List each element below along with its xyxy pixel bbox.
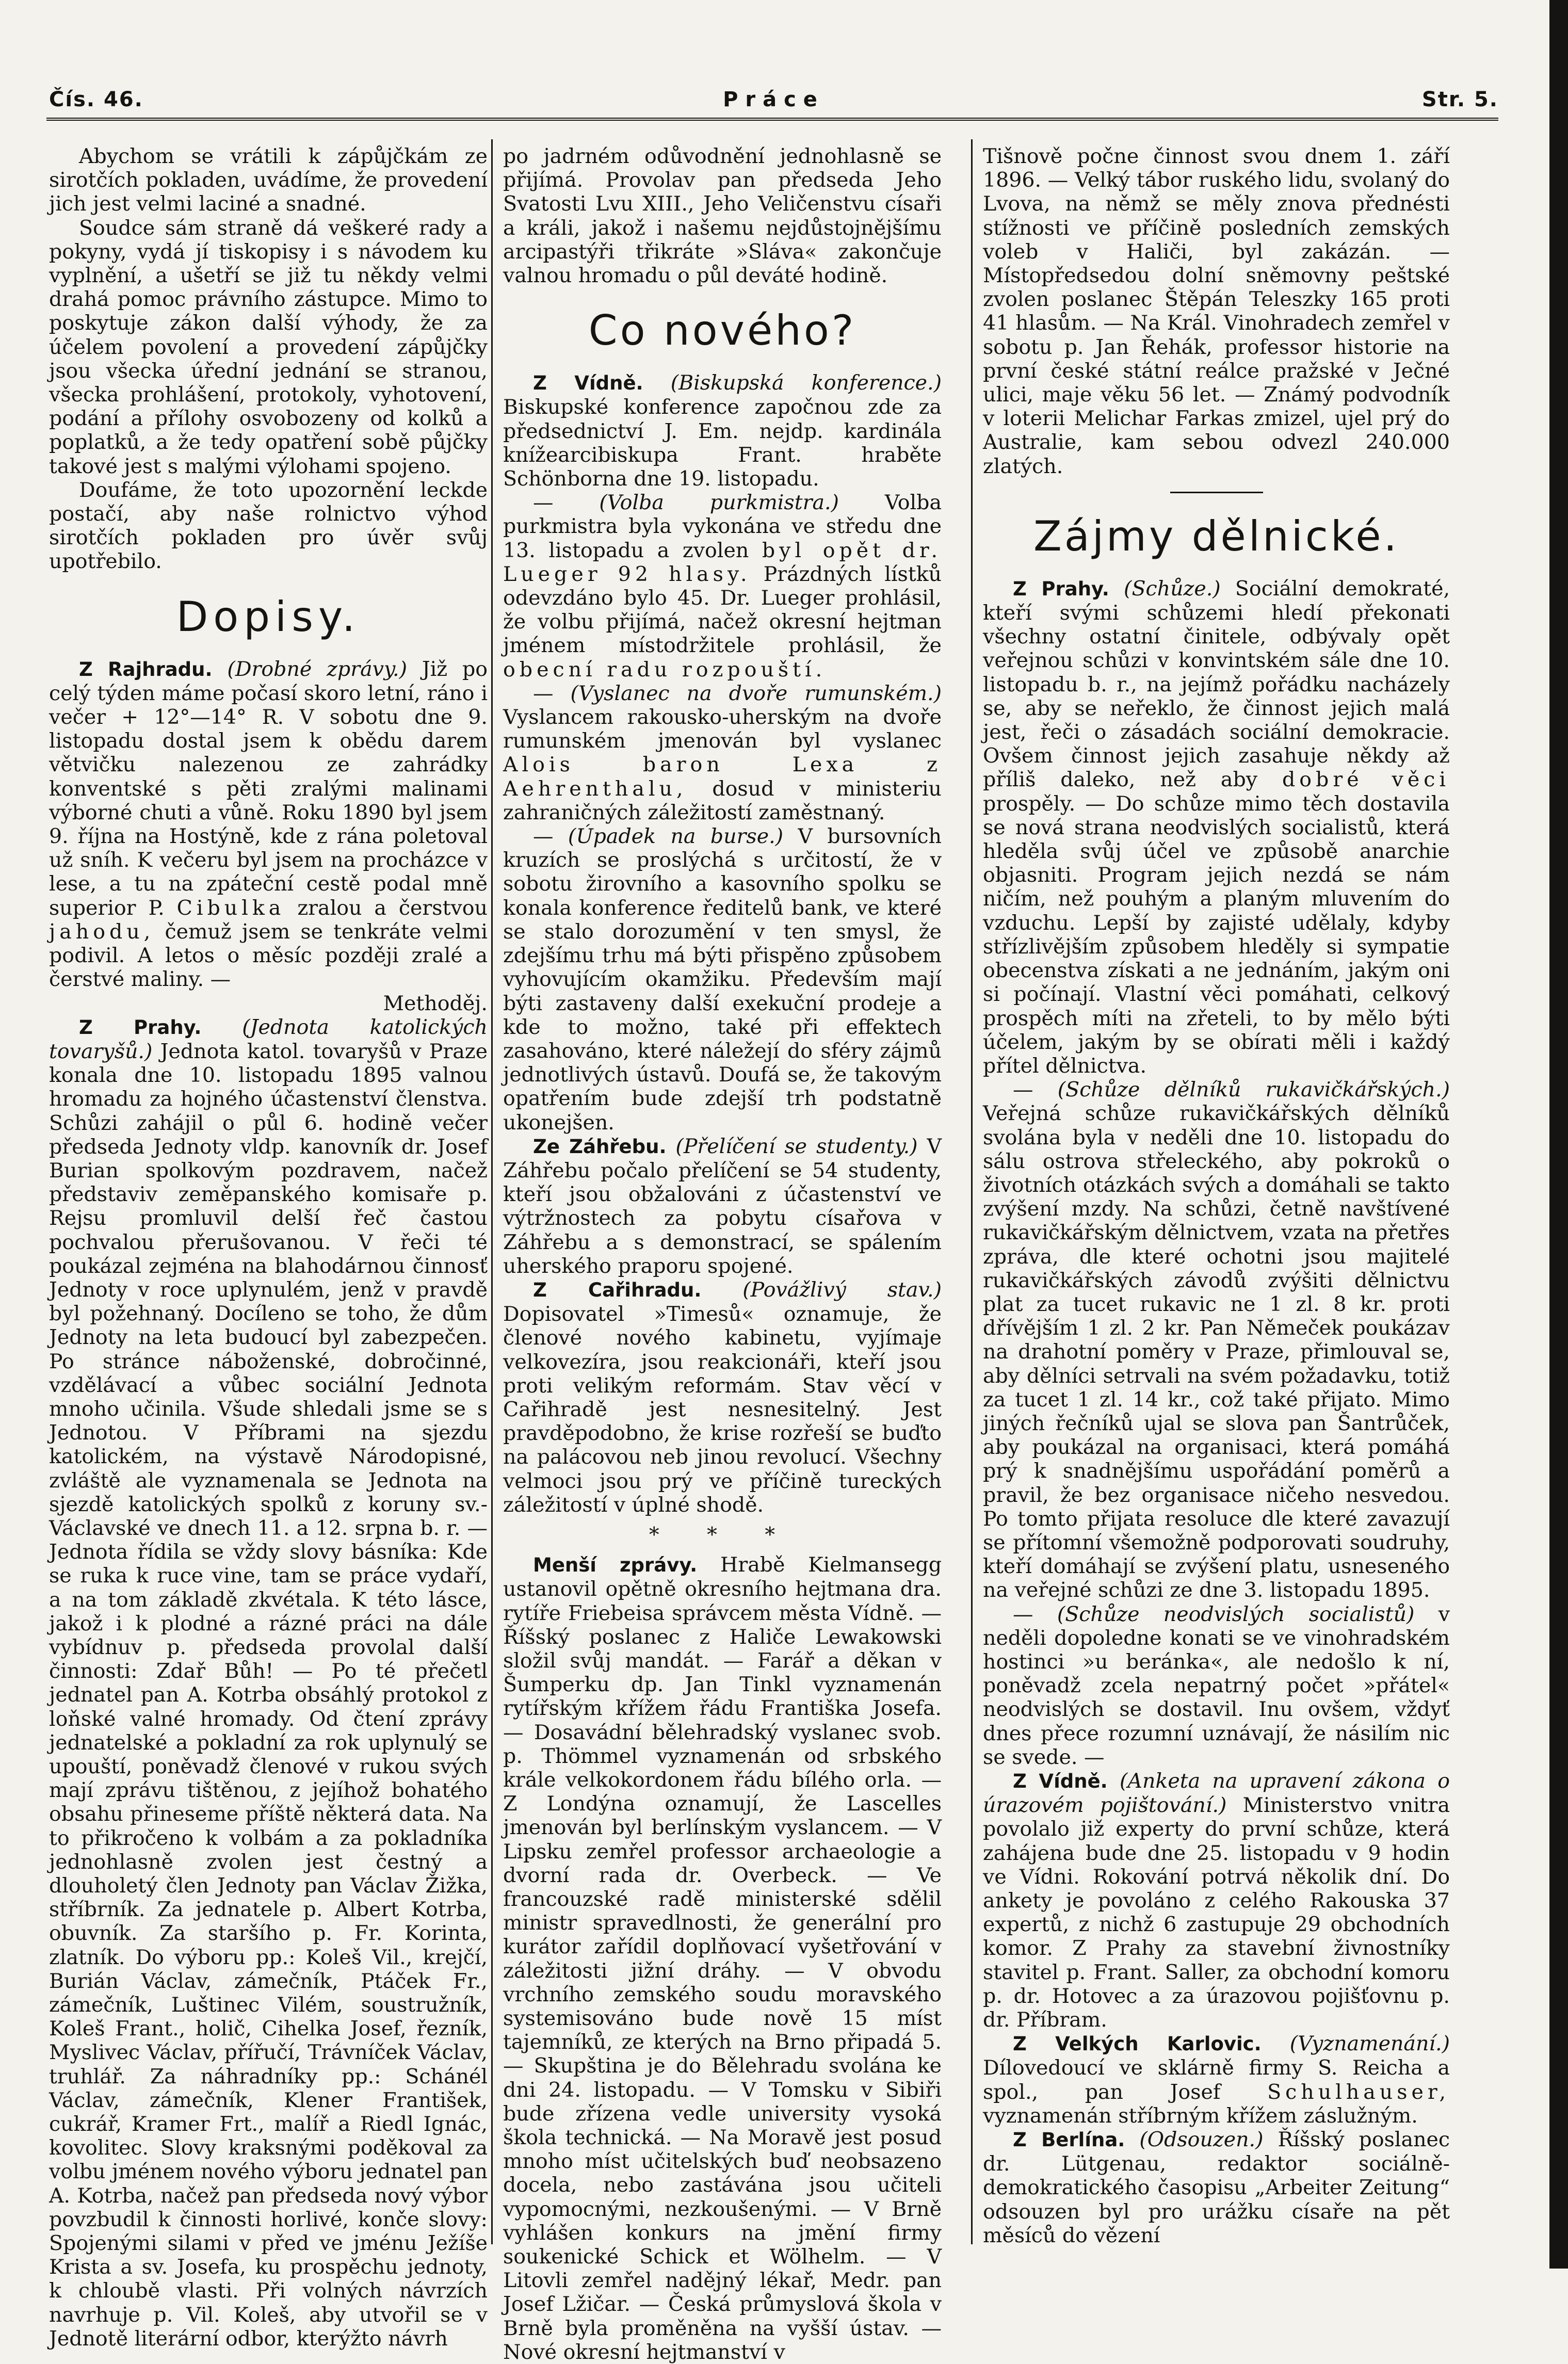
paragraph: Tišnově počne činnost svou dnem 1. září 1896. — Velký tábor ruského lidu, svolaný do Lvova, na němž se měly znova přednésti stížnosti ve příčině posledních zemských voleb v Haliči, byl zakázán. — Místopředsedou dolní sněmovny peštské zvolen poslanec Štěpán Teleszky 165 proti 41 hlasům. — Na Král. Vinohradech zemřel v sobotu p. Jan Řehák, professor historie na první české státní reálce pražské v Ječné ulici, maje věku 56 let. — Známý podvodník v loterii Melichar Farkas zmizel, ujel prý do Australie, kam sebou odvezl 240.000 zlatých.	[983, 144, 1450, 478]
article-text: V bursovních kruzích se proslýchá s určitostí, že v sobotu žirovního a kasovního spolku se konala konference ředitelů bank, ve které se stalo dorozumění v ten smysl, že zdejšímu trhu má býti přispěno způsobem vyhovujícím okamžiku. Především mají býti zastaveny další exekuční prodeje a kde to možno, také při effektech zasahováno, které náležejí do sféry zájmů jednotlivých ústavů. Doufá se, že takovým opatřením bude zdejší trh podstatně ukonejšen.	[503, 824, 942, 1135]
article-text: Dopisovatel »Timesů« oznamuje, že členové nového kabinetu, vyjímaje velkovezíra, jsou reakcionáři, kteří jsou proti velikým reformám. Stav věcí v Cařihradě jest nesnesitelný. Jest pravděpodobno, že krise rozřeší se buďto na palácovou neb jinou revolucí. Všechny velmoci jsou prý ve příčině tureckých záležitostí v úplné shodě.	[503, 1302, 942, 1517]
section-separator-stars: * * *	[649, 1523, 796, 1547]
header-rule	[46, 118, 1498, 121]
spaced-text: obecní radu rozpouští.	[503, 657, 827, 682]
article-subtitle: (Schůze neodvislých socialistů)	[1057, 1602, 1415, 1626]
article-place: Z Vídně.	[533, 372, 643, 395]
article-text: v neděli dopoledne konati se ve vinohradském hostinci »u beránka«, ale nedošlo k ní, poněvadž zcela nepatrný počet »přátel« neodvislých se dostavil. Inu ovšem, vždyť dnes přece rozumní uznávají, že násilím nic se svede. —	[983, 1602, 1450, 1769]
paragraph: Soudce sám straně dá veškeré rady a pokyny, vydá jí tiskopisy i s návodem ku vyplnění, a ušetří se již tu někdy velmi drahá pomoc právního zástupce. Mimo to poskytuje zákon další výhody, že za účelem povolení a provedení zápůjčky jsou všecka úřední jednání se stranou, všecka prohlášení, protokoly, vyhotovení, podání a přílohy osvobozeny od kolků a poplatků, a že tedy opatření sobě půjčky takové jest s malými výlohami spojeno.	[49, 216, 488, 478]
article-subtitle: (Jednota katolických tovaryšů.)	[49, 1015, 488, 1063]
article-place: Z Berlína.	[1013, 2129, 1125, 2151]
article-subtitle: (Volba purkmistra.)	[599, 491, 839, 515]
newspaper-title: Práce	[723, 88, 825, 111]
spaced-text: byl opět dr. Lueger 92 hlasy.	[503, 538, 942, 586]
column-rule	[491, 139, 493, 2244]
page-header	[49, 83, 1498, 119]
article-subtitle: (Biskupská konference.)	[670, 371, 942, 395]
article-subtitle: (Drobné zprávy.)	[227, 657, 407, 681]
article-viden-anketa	[983, 1769, 1450, 2032]
column-rule	[971, 139, 973, 2244]
article-rukavickari	[983, 1078, 1450, 1602]
article-subtitle: (Odsouzen.)	[1139, 2128, 1264, 2152]
article-text: Veřejná schůze rukavičkářských dělníků svolána byla v neděli dne 10. listopadu do sálu ostrova střeleckého, aby pokroků o životních otázkách svých a domáhali se takto zvýšení mzdy. Na schůzi, četně navštívené rukavičkářským dělnictvem, vzata na přetřes zpráva, dle které ochotni jsou majitelé rukavičkářských závodů zvýšiti dělnictvu plat za tucet rukavic ne 1 zl. 8 kr. proti dřívějším 1 zl. 2 kr. Pan Němeček poukázav na drahotní poměry v Praze, přimlouval se, aby dělníci setrvali na svém požadavku, totiž za tucet 1 zl. 14 kr., což také přijato. Mimo jiných řečníků ujal se slova pan Šantrůček, aby poukázal na organisaci, která pomáhá prý k snadnějšímu uspořádání poměrů a pravil, že bez organisace ničeho nesvedou. Po tomto přijata resoluce dle které zavazují se přítomní všemožně podporovati soudruhy, kteří domáhají se zvýšení platu, usneseného na veřejné schůzi ze dne 3. listopadu 1895.	[983, 1102, 1450, 1602]
dash: —	[1013, 1602, 1057, 1626]
column-2	[503, 144, 942, 2364]
section-heading-dopisy: Dopisy.	[176, 592, 361, 641]
article-text: Sociální demokraté, kteří svými schůzemi hledí překonati všechny ostatní činitele, odbývaly opět veřejnou schůzi v konvintském sále dne 10. listopadu b. r., na jejímž pořádku nacházely se, aby se neřeklo, že činnost jejich malá jest, řeči o zásadách sociální demokracie. Ovšem činnost jejich zasahuje někdy až příliš daleko, než aby	[983, 576, 1450, 792]
section-heading-zajmy-delnicke: Zájmy dělnické.	[1033, 512, 1400, 560]
paragraph: po jadrném odůvodnění jednohlasně se přijímá. Provolav pan předseda Jeho Svatosti Lvu XIII., Jeho Veličenstvu císaři a králi, jakož i našemu nejdůstojnějšímu arcipastýři třikráte »Sláva« zakončuje valnou hromadu o půl deváté hodině.	[503, 144, 942, 288]
short-rule	[1170, 492, 1263, 493]
article-text: Jednota katol. tovaryšů v Praze konala dne 10. listopadu 1895 valnou hromadu za hojného účastenství členstva. Schůzi zahájil o půl 6. hodině večer předseda Jednoty vldp. kanovník dr. Josef Burian spolkovým pozdravem, načež představiv zeměpanského komisaře p. Rejsu promluvil delší řeč častou pochvalou přerušovanou. V řeči té poukázal zejména na blahodárnou činnosť Jednoty v roce uplynulém, jenž v pravdě byl požehnaný. Docíleno se toho, že dům Jednoty na leta budoucí byl zabezpečen. Po stránce náboženské, dobročinné, vzdělávací a vůbec sociální Jednota mnoho učinila. Všude shledali jsme se s Jednotou. V Příbrami na sjezdu katolickém, na výstavě Národopisné, zvláště ale vyznamenala se Jednota na sjezdě katolických spolků z koruny sv.-Václavské ve dnech 11. a 12. srpna b. r. — Jednota řídila se vždy slovy básníka: Kde se ruka k ruce vine, tam se práce vydaří, a na tom základě zkvétala. K této lásce, jakož i k plodné a rázné práci na dále vybídnuv p. předseda provolal další činnosti: Zdař Bůh! — Po té přečetl jednatel pan A. Kotrba obsáhlý protokol z loňské valné hromady. Od čtení zprávy jednatelské a pokladní za rok uplynulý se upouští, poněvadž členové v rukou svých mají zprávu tištěnou, z jejíhož bohatého obsahu přineseme příště některá data. Na to přikročeno k volbám a za pokladníka jednohlasně zvolen jest čestný a dlouholetý člen Jednoty pan Václav Žižka, stříbrník. Za jednatele p. Albert Kotrba, obuvník. Za staršího p. Fr. Korinta, zlatník. Do výboru pp.: Koleš Vil., krejčí, Burián Václav, zámečník, Ptáček Fr., zámečník, Luštinec Vilém, soustružník, Koleš Frant., holič, Cihelka Josef, řezník, Myslivec Václav, přířučí, Trávníček Václav, truhlář. Za náhradníky pp.: Schánél Václav, zámečník, Klener František, cukrář, Kramer Frt., malíř a Riedl Ignác, kovolitec. Slovy kraksnými poděkoval za volbu jménem nového výboru jednatel pan A. Kotrba, načež pan předseda nový výbor povzbudil k činnosti horlivé, konče slovy: Spojenými silami v před ve jménu Ježíše Krista a sv. Josefa, ku prospěchu jednoty, k chloubě vlasti. Při volných návrzích navrhuje p. Vil. Koleš, aby utvořil se v Jednotě literární odbor, kterýžto návrh	[49, 1039, 488, 2351]
article-text: Říšský poslanec dr. Lütgenau, redaktor sociálně-demokratického časopisu „Arbeiter Zeitung“ odsouzen byl pro urážku císaře na pět měsíců do vězení	[983, 2128, 1450, 2247]
dash: —	[533, 681, 571, 705]
article-vyslanec	[503, 682, 942, 824]
article-berlin	[983, 2128, 1450, 2247]
article-subtitle: (Úpadek na burse.)	[568, 824, 784, 849]
article-viden-konference	[503, 371, 942, 491]
article-place: Z Prahy.	[1013, 577, 1109, 600]
article-neodvisli	[983, 1602, 1450, 1769]
article-text: Již po celý týden máme počasí skoro letní, ráno i večer + 12°—14° R. V sobotu dne 9. listopadu dostal jsem k obědu darem větvičku nalezenou ze zahrádky konventské s pěti zralými malinami výborné chuti a vůně. Roku 1890 byl jsem 9. října na Hostýně, kde z rána poletoval už sníh. K večeru byl jsem na procházce v lese, a tu na zpáteční cestě podal mně superior P.	[49, 657, 488, 920]
column-3	[983, 144, 1450, 2247]
article-volba	[503, 491, 942, 682]
article-subtitle: (Anketa na upravení zákona o úrazovém pojištování.)	[983, 1769, 1450, 1818]
article-karlovice	[983, 2032, 1450, 2128]
article-text: Volba purkmistra byla vykonána ve středu dne 13. listopadu a zvolen	[503, 491, 942, 562]
article-text: vyznamenán stříbrným křížem záslužným.	[983, 2103, 1418, 2128]
article-text: V Záhřebu počalo přelíčení se 54 studenty, kteří jsou obžalováni z účastenství ve výtržnostech za pobytu císařova v Záhřebu a s demonstrací, se spálením uherského praporu spojené.	[503, 1134, 942, 1278]
column-1	[49, 144, 488, 2351]
article-place: Z Prahy.	[79, 1016, 202, 1039]
article-place: Z Velkých Karlovic.	[1013, 2033, 1262, 2055]
article-upadek	[503, 824, 942, 1135]
article-mensi-zpravy	[503, 1553, 942, 2364]
paragraph: Doufáme, že toto upozornění leckde postačí, aby naše rolnictvo výhod sirotčích pokladen pro úvěr svůj upotřebilo.	[49, 478, 488, 574]
spaced-name: Schulhauser,	[1267, 2080, 1450, 2104]
article-zahreb	[503, 1135, 942, 1278]
article-text: Ministerstvo vnitra povolalo již experty do první schůze, která zahájena bude dne 25. listopadu v 9 hodin ve Vídni. Rokování potrvá několik dní. Do ankety je povoláno z celého Rakouska 37 expertů, z nichž 6 zastupuje 29 obchodních komor. Z Prahy za stavební živnostníky stavitel p. Frant. Saller, za obchodní komoru p. dr. Hotovec a za úrazovou pojišťovnu p. dr. Příbram.	[983, 1793, 1450, 2032]
dash: —	[1013, 1078, 1058, 1102]
article-subtitle: (Přelíčení se studenty.)	[675, 1134, 918, 1158]
dash: —	[533, 824, 568, 849]
article-place: Z Cařihradu.	[533, 1278, 702, 1301]
article-signature: Methoděj.	[383, 991, 488, 1015]
dash: —	[533, 491, 600, 515]
article-text: čemuž jsem se tenkráte velmi podivil. A letos o měsíc později zralé a čerstvé maliny. —	[49, 919, 488, 992]
article-text: Vyslancem rakousko-uherským na dvoře rumunském jmenován byl vyslanec	[503, 705, 942, 753]
article-place: Ze Záhřebu.	[533, 1135, 667, 1158]
page-number: Str. 5.	[1421, 88, 1498, 111]
article-subtitle: (Povážlivý stav.)	[742, 1277, 942, 1302]
article-place: Z Rajhradu.	[79, 658, 213, 681]
article-subtitle: (Vyznamenání.)	[1289, 2032, 1450, 2056]
spaced-text: dobré věci	[1282, 768, 1450, 792]
article-subtitle: (Schůze.)	[1124, 576, 1221, 601]
article-text: Prázdných lístků odevzdáno bylo 45. Dr. Lueger prohlásil, že volbu přijímá, načež okresní hejtman jménem místodržitele prohlásil, že	[503, 562, 942, 658]
spaced-name: Cibulka	[176, 896, 285, 920]
article-text: zralou a čerstvou	[297, 896, 488, 920]
spaced-word: jahodu,	[49, 919, 155, 944]
article-text: Hrabě Kielmansegg ustanovil opětně okresního hejtmana dra. rytíře Friebeisa správcem města Vídně. — Říšský poslanec z Haliče Lewakowski složil svůj mandát. — Farář a děkan v Šumperku dp. Jan Tinkl vyznamenán rytířským křížem řádu Františka Josefa. — Dosavádní bělehradský vyslanec svob. p. Thömmel vyznamenán od srbského krále velkokordonem řádu bílého orla. — Z Londýna oznamují, že Lascelles jmenován byl berlínským vyslancem. — V Lipsku zemřel professor archaeologie a dvorní rada dr. Overbeck. — Ve francouzské radě ministerské sdělil ministr spravedlnosti, že generální pro kurátor zařídil doplňovací vyšetřování v záležitosti jižní dráhy. — V obvodu vrchního zemského soudu moravského systemisováno bude nově 15 míst tajemníků, ze kterých na Brno připadá 5. — Skupština je do Bělehradu svolána ke dni 24. listopadu. — V Tomsku v Sibiři bude zřízena vedle university vysoká škola technická. — Na Moravě jest posud mnoho míst učitelských buď neobsazeno docela, nebo zastávána jsou učiteli vypomocnými, nezkoušenými. — V Brně vyhlášen konkurs na jmění firmy soukenické Schick et Wölhelm. — V Litovli zemřel nadějný lékař, Medr. pan Josef Lžičar. — Česká průmyslová škola v Brně byla proměněna na vyšší ústav. — Nové okresní hejtmanství v	[503, 1553, 942, 2364]
article-rajhrad	[49, 657, 488, 992]
section-heading-co-noveho: Co nového?	[588, 306, 856, 355]
article-praha-jednota	[49, 1015, 488, 2351]
article-carihrad	[503, 1278, 942, 1517]
spaced-name: Alois baron Lexa z Aehrenthalu,	[503, 753, 942, 801]
article-text: dosud v ministeriu zahraničných záležitostí zaměstnaný.	[503, 776, 942, 824]
article-text: prospěly. — Do schůze mimo těch dostavila se nová strana neodvislých socialistů, která hleděla svůj účel ve způsobě anarchie objasniti. Program jejich nezdá se nám ničím, než pouhým a planým mluvením do vzduchu. Lepší by zajisté udělaly, kdyby střízlivějším způsobem hleděly si sympatie obecenstva získati a ne jednáním, jakým oni si počínají. Vlastní věci pomáhati, celkový prospěch míti na zřeteli, to by mělo býti účelem, jakým by se obírati měli i každý přítel dělnictva.	[983, 791, 1450, 1078]
scan-edge	[1549, 0, 1568, 2269]
issue-number: Čís. 46.	[49, 88, 143, 111]
article-place: Z Vídně.	[1013, 1770, 1108, 1792]
article-subtitle: (Schůze dělníků rukavičkářských.)	[1057, 1078, 1450, 1102]
article-praha-schuze	[983, 577, 1450, 1078]
article-subtitle: (Vyslanec na dvoře rumunském.)	[570, 681, 942, 705]
article-text: Dílovedoucí ve sklárně firmy S. Reicha a spol., pan Josef	[983, 2056, 1450, 2104]
article-place: Menší zprávy.	[533, 1554, 698, 1577]
article-text: Biskupské konference započnou zde za předsednictví J. Em. nejdp. kardinála knížearcibiskupa Frant. hraběte Schönborna dne 19. listopadu.	[503, 395, 942, 491]
paragraph: Abychom se vrátili k zápůjčkám ze sirotčích pokladen, uvádíme, že provedení jich jest velmi laciné a snadné.	[49, 144, 488, 216]
